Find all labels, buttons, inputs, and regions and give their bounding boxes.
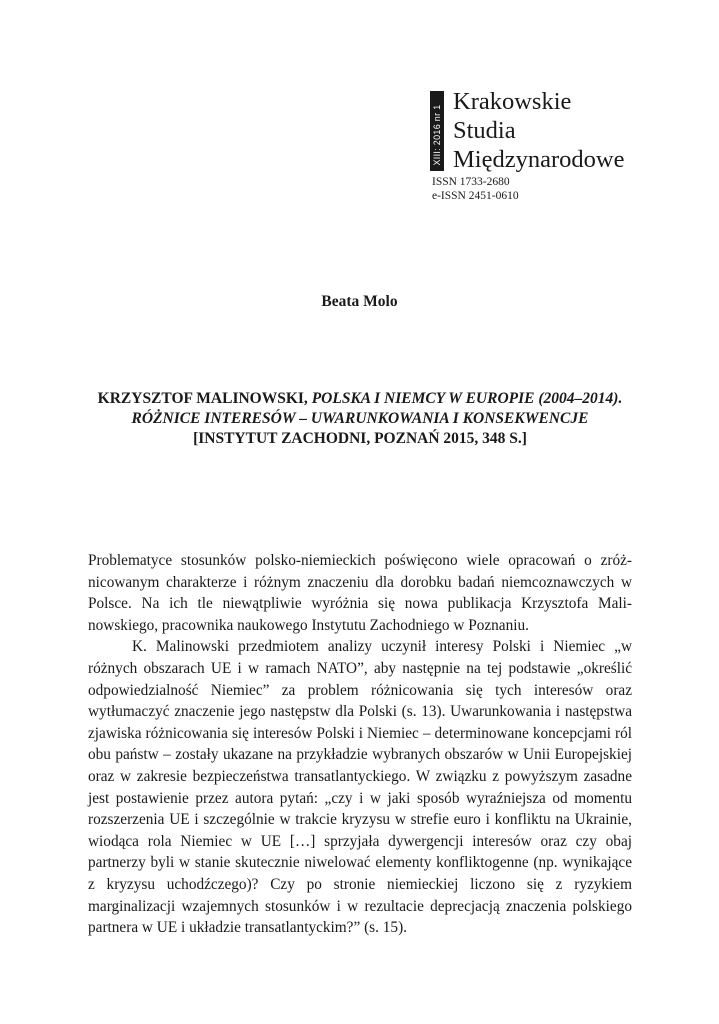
issn: ISSN 1733-2680 bbox=[432, 176, 510, 188]
paragraph-2: K. Malinowski przedmiotem analizy uczynił interesy Polski i Niemiec „w różnych obszarach UE i w ramach NATO”, aby następnie na tej podstawie „określić odpowiedzialność Niemiec” za problem różnicowania się tych interesów oraz wytłumaczyć znaczenie jego następstw dla Polski (s. 13). Uwarunkowania i następstwa zjawiska różnicowania się interesów Polski i Niemiec – determinowane koncepcjami ról obu państw – zostały ukazane na przykładzie wybranych obszarów w Unii Europejskiej oraz w zakresie bezpieczeństwa transatlantyckiego. W związku z powyższym zasadne jest postawienie przez autora pytań: „czy i w jaki sposób wyraźniejsza od momentu rozszerzenia UE i szczególnie w trakcie kryzysu w strefie euro i konfliktu na Ukrainie, wiodąca rola Niemiec w UE […] sprzyjała dywergencji interesów oraz czy obaj partnerzy byli w stanie skutecznie niwelować elementy konfliktogenne (np. wynikające z kryzysu uchodźczego)? Czy po stronie niemieckiej liczono się z ryzykiem marginalizacji wzajemnych stosunków i w rezultacie deprecjacją znaczenia polskiego partnera w UE i układzie transatlantyckim?” (s. 15). bbox=[88, 638, 632, 937]
review-title bbox=[90, 389, 630, 449]
reviewed-book-author: KRZYSZTOF MALINOWSKI, bbox=[97, 390, 312, 407]
reviewed-book-publisher: [INSTYTUT ZACHODNI, POZNAŃ 2015, 348 S.] bbox=[193, 430, 527, 447]
journal-title-line1: Krakowskie bbox=[453, 88, 572, 115]
volume-bar bbox=[430, 91, 444, 171]
volume-label: XIII: 2016 nr 1 bbox=[432, 104, 442, 166]
reviewed-book-title: POLSKA I NIEMCY W EUROPIE (2004–2014). RÓŻNICE INTERESÓW – UWARUNKOWANIA I KONSEKWENCJE bbox=[131, 390, 623, 427]
eissn: e-ISSN 2451-0610 bbox=[432, 190, 519, 202]
journal-title bbox=[453, 87, 624, 174]
issn-block bbox=[432, 175, 519, 203]
journal-title-line2: Studia bbox=[453, 117, 516, 144]
article-author: Beata Molo bbox=[321, 293, 398, 310]
paragraph-1: Problematyce stosunków polsko-niemieckich poświęcono wiele opracowań o zróżnicowanym charakterze i różnym znaczeniu dla dorobku badań niemcoznawczych w Polsce. Na ich tle niewątpliwie wyróżnia się nowa publikacja Krzysztofa Malinowskiego, pracownika naukowego Instytutu Zachodniego w Poznaniu. bbox=[88, 552, 632, 634]
journal-title-line3: Międzynarodowe bbox=[453, 146, 625, 173]
article-body bbox=[88, 550, 632, 939]
